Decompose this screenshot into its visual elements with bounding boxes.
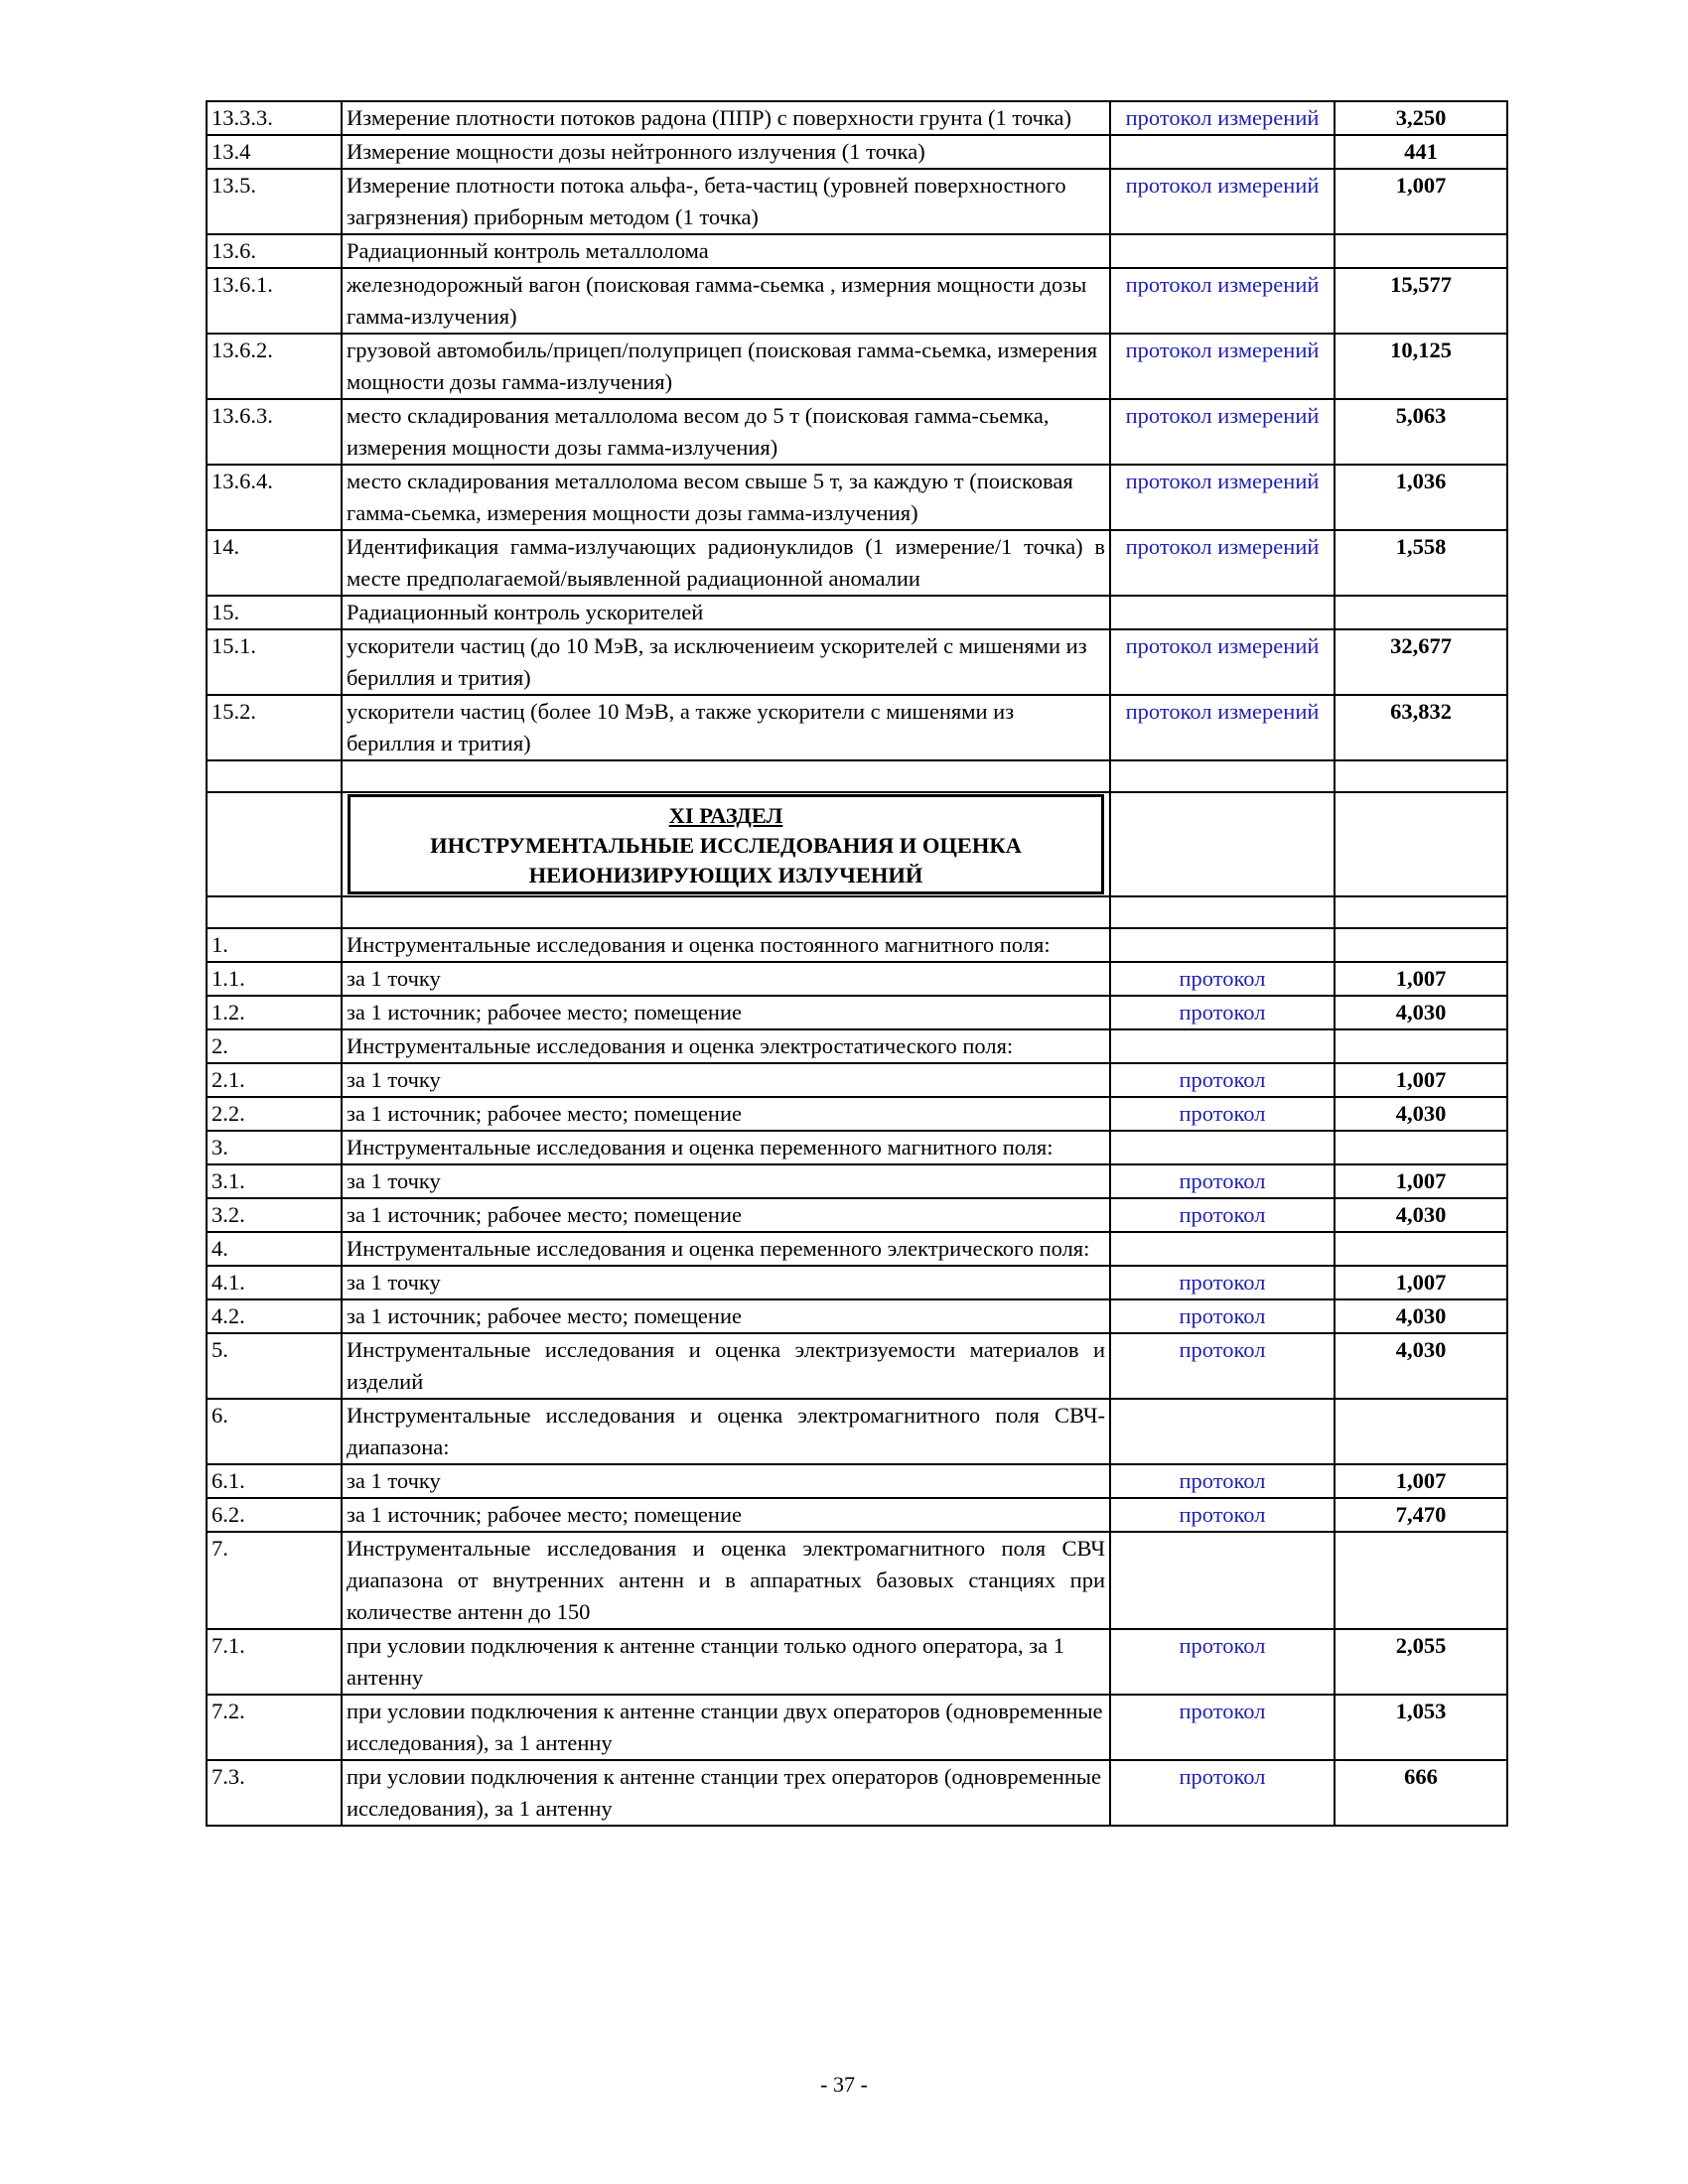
row-description: за 1 источник; рабочее место; помещение (342, 1097, 1110, 1131)
table-row (207, 1198, 1507, 1232)
table-row (207, 465, 1507, 530)
row-price (1335, 1131, 1507, 1164)
row-price: 32,677 (1335, 629, 1507, 695)
empty-cell (1110, 896, 1335, 928)
row-description: место складирования металлолома весом до 5 т (поисковая гамма-сьемка, измерения мощности дозы гамма-излучения) (342, 399, 1110, 465)
table-row (207, 1695, 1507, 1760)
row-number: 13.6.2. (207, 334, 342, 399)
row-description: при условии подключения к антенне станции двух операторов (одновременные исследования), за 1 антенну (342, 1695, 1110, 1760)
row-document-type: протокол измерений (1110, 399, 1335, 465)
row-document-type: протокол (1110, 1097, 1335, 1131)
row-number: 3.2. (207, 1198, 342, 1232)
row-document-type: протокол измерений (1110, 169, 1335, 234)
table-row (207, 1266, 1507, 1299)
row-number: 15.2. (207, 695, 342, 760)
row-description: железнодорожный вагон (поисковая гамма-сьемка , измерния мощности дозы гамма-излучения) (342, 268, 1110, 334)
row-description: ускорители частиц (до 10 МэВ, за исключениеим ускорителей с мишенями из бериллия и трития) (342, 629, 1110, 695)
row-price (1335, 234, 1507, 268)
row-document-type: протокол измерений (1110, 530, 1335, 596)
row-price: 1,007 (1335, 169, 1507, 234)
row-description: Инструментальные исследования и оценка переменного магнитного поля: (342, 1131, 1110, 1164)
row-description: грузовой автомобиль/прицеп/полуприцеп (поисковая гамма-сьемка, измерения мощности дозы гамма-излучения) (342, 334, 1110, 399)
row-document-type (1110, 1232, 1335, 1266)
table-row (207, 629, 1507, 695)
row-price (1335, 1532, 1507, 1629)
row-price: 4,030 (1335, 1198, 1507, 1232)
row-description: Инструментальные исследования и оценка электромагнитного поля СВЧ диапазона от внутренних антенн и в аппаратных базовых станциях при количестве антенн до 150 (342, 1532, 1110, 1629)
row-number: 7. (207, 1532, 342, 1629)
table-row (207, 1097, 1507, 1131)
row-document-type: протокол измерений (1110, 629, 1335, 695)
section-title: XI РАЗДЕЛ (668, 803, 783, 828)
row-price: 1,558 (1335, 530, 1507, 596)
table-row (207, 399, 1507, 465)
row-price: 1,007 (1335, 1164, 1507, 1198)
row-price: 1,007 (1335, 962, 1507, 996)
table-row (207, 1760, 1507, 1826)
table-row (207, 1532, 1507, 1629)
row-document-type (1110, 1399, 1335, 1464)
row-number: 15.1. (207, 629, 342, 695)
row-document-type (1110, 1131, 1335, 1164)
table-row (207, 1029, 1507, 1063)
row-number: 4.1. (207, 1266, 342, 1299)
row-number: 7.3. (207, 1760, 342, 1826)
row-price (1335, 1232, 1507, 1266)
page-number: - 37 - (820, 2072, 868, 2097)
row-description: Идентификация гамма-излучающих радионуклидов (1 измерение/1 точка) в месте предполагаемой/выявленной радиационной аномалии (342, 530, 1110, 596)
row-description: Измерение плотности потоков радона (ППР) с поверхности грунта (1 точка) (342, 101, 1110, 135)
table-row (207, 996, 1507, 1029)
row-document-type: протокол (1110, 1164, 1335, 1198)
row-description: за 1 точку (342, 1063, 1110, 1097)
empty-cell (1335, 896, 1507, 928)
row-document-type: протокол (1110, 1464, 1335, 1498)
row-price (1335, 928, 1507, 962)
table-row (207, 334, 1507, 399)
row-number: 13.6.3. (207, 399, 342, 465)
table-row (207, 1333, 1507, 1399)
row-document-type: протокол измерений (1110, 334, 1335, 399)
row-document-type: протокол (1110, 1760, 1335, 1826)
section-subtitle: ИНСТРУМЕНТАЛЬНЫЕ ИССЛЕДОВАНИЯ И ОЦЕНКА НЕИОНИЗИРУЮЩИХ ИЗЛУЧЕНИЙ (430, 833, 1022, 887)
empty-row (207, 760, 1507, 792)
table-row (207, 1299, 1507, 1333)
row-number: 1.1. (207, 962, 342, 996)
table-row (207, 1498, 1507, 1532)
row-description: при условии подключения к антенне станции только одного оператора, за 1 антенну (342, 1629, 1110, 1695)
row-price: 10,125 (1335, 334, 1507, 399)
table-row (207, 596, 1507, 629)
row-document-type (1110, 596, 1335, 629)
table-row (207, 695, 1507, 760)
table-row (207, 135, 1507, 169)
row-number: 13.6.1. (207, 268, 342, 334)
row-number: 13.6.4. (207, 465, 342, 530)
row-number: 13.3.3. (207, 101, 342, 135)
table-row (207, 530, 1507, 596)
price-table (206, 100, 1508, 1827)
row-description: Инструментальные исследования и оценка электромагнитного поля СВЧ-диапазона: (342, 1399, 1110, 1464)
row-number: 5. (207, 1333, 342, 1399)
row-description: Инструментальные исследования и оценка переменного электрического поля: (342, 1232, 1110, 1266)
row-document-type (1110, 1532, 1335, 1629)
row-price: 4,030 (1335, 996, 1507, 1029)
empty-cell (207, 896, 342, 928)
row-description: при условии подключения к антенне станции трех операторов (одновременные исследования), за 1 антенну (342, 1760, 1110, 1826)
section-header-box (348, 794, 1104, 894)
row-number: 3. (207, 1131, 342, 1164)
table-row (207, 1399, 1507, 1464)
row-price: 63,832 (1335, 695, 1507, 760)
row-price: 5,063 (1335, 399, 1507, 465)
row-description: Радиационный контроль металлолома (342, 234, 1110, 268)
table-row (207, 101, 1507, 135)
row-description: место складирования металлолома весом свыше 5 т, за каждую т (поисковая гамма-сьемка, измерения мощности дозы гамма-излучения) (342, 465, 1110, 530)
row-document-type: протокол (1110, 1063, 1335, 1097)
row-document-type: протокол измерений (1110, 101, 1335, 135)
row-price: 4,030 (1335, 1097, 1507, 1131)
row-number: 2.2. (207, 1097, 342, 1131)
table-row (207, 962, 1507, 996)
empty-row (207, 896, 1507, 928)
row-number: 4.2. (207, 1299, 342, 1333)
row-description: Инструментальные исследования и оценка электростатического поля: (342, 1029, 1110, 1063)
row-price (1335, 1029, 1507, 1063)
row-document-type: протокол (1110, 1498, 1335, 1532)
empty-cell (1110, 760, 1335, 792)
row-price (1335, 1399, 1507, 1464)
row-number: 13.5. (207, 169, 342, 234)
row-number: 4. (207, 1232, 342, 1266)
row-document-type: протокол (1110, 1266, 1335, 1299)
row-price (1335, 596, 1507, 629)
empty-cell (1110, 792, 1335, 896)
empty-cell (1335, 792, 1507, 896)
row-document-type (1110, 234, 1335, 268)
empty-cell (207, 760, 342, 792)
price-table-body (207, 101, 1507, 1826)
section-header-cell (342, 792, 1110, 896)
row-description: Инструментальные исследования и оценка электризуемости материалов и изделий (342, 1333, 1110, 1399)
row-document-type: протокол (1110, 962, 1335, 996)
row-price: 2,055 (1335, 1629, 1507, 1695)
row-document-type: протокол (1110, 1333, 1335, 1399)
row-description: ускорители частиц (более 10 МэВ, а также ускорители с мишенями из бериллия и трития) (342, 695, 1110, 760)
empty-cell (1335, 760, 1507, 792)
empty-cell (207, 792, 342, 896)
row-description: за 1 точку (342, 962, 1110, 996)
row-price: 4,030 (1335, 1333, 1507, 1399)
row-document-type (1110, 928, 1335, 962)
row-document-type (1110, 135, 1335, 169)
row-price: 4,030 (1335, 1299, 1507, 1333)
row-price: 3,250 (1335, 101, 1507, 135)
row-number: 15. (207, 596, 342, 629)
table-row (207, 1131, 1507, 1164)
table-row (207, 169, 1507, 234)
row-number: 2. (207, 1029, 342, 1063)
row-document-type: протокол (1110, 1695, 1335, 1760)
row-price: 1,007 (1335, 1266, 1507, 1299)
row-description: за 1 источник; рабочее место; помещение (342, 1498, 1110, 1532)
table-row (207, 1063, 1507, 1097)
row-description: Измерение мощности дозы нейтронного излучения (1 точка) (342, 135, 1110, 169)
empty-cell (342, 896, 1110, 928)
table-row (207, 1629, 1507, 1695)
row-description: Радиационный контроль ускорителей (342, 596, 1110, 629)
row-document-type: протокол (1110, 996, 1335, 1029)
row-description: за 1 точку (342, 1164, 1110, 1198)
table-row (207, 234, 1507, 268)
row-description: Инструментальные исследования и оценка постоянного магнитного поля: (342, 928, 1110, 962)
row-price: 1,036 (1335, 465, 1507, 530)
row-number: 1.2. (207, 996, 342, 1029)
row-document-type: протокол измерений (1110, 465, 1335, 530)
table-row (207, 1232, 1507, 1266)
row-document-type: протокол (1110, 1299, 1335, 1333)
row-price: 1,053 (1335, 1695, 1507, 1760)
section-header-row (207, 792, 1507, 896)
row-description: Измерение плотности потока альфа-, бета-частиц (уровней поверхностного загрязнения) приборным методом (1 точка) (342, 169, 1110, 234)
row-document-type: протокол измерений (1110, 268, 1335, 334)
row-number: 3.1. (207, 1164, 342, 1198)
row-price: 666 (1335, 1760, 1507, 1826)
row-number: 14. (207, 530, 342, 596)
row-price: 7,470 (1335, 1498, 1507, 1532)
row-number: 7.2. (207, 1695, 342, 1760)
row-price: 1,007 (1335, 1063, 1507, 1097)
table-row (207, 1164, 1507, 1198)
row-description: за 1 источник; рабочее место; помещение (342, 996, 1110, 1029)
row-price: 15,577 (1335, 268, 1507, 334)
table-row (207, 928, 1507, 962)
row-number: 2.1. (207, 1063, 342, 1097)
row-description: за 1 источник; рабочее место; помещение (342, 1299, 1110, 1333)
row-number: 13.6. (207, 234, 342, 268)
row-number: 1. (207, 928, 342, 962)
row-description: за 1 точку (342, 1464, 1110, 1498)
row-document-type (1110, 1029, 1335, 1063)
empty-cell (342, 760, 1110, 792)
row-number: 6.2. (207, 1498, 342, 1532)
row-description: за 1 источник; рабочее место; помещение (342, 1198, 1110, 1232)
row-number: 6. (207, 1399, 342, 1464)
row-document-type: протокол (1110, 1629, 1335, 1695)
row-number: 6.1. (207, 1464, 342, 1498)
row-description: за 1 точку (342, 1266, 1110, 1299)
row-document-type: протокол (1110, 1198, 1335, 1232)
row-price: 441 (1335, 135, 1507, 169)
row-number: 7.1. (207, 1629, 342, 1695)
row-document-type: протокол измерений (1110, 695, 1335, 760)
table-row (207, 268, 1507, 334)
table-row (207, 1464, 1507, 1498)
row-price: 1,007 (1335, 1464, 1507, 1498)
row-number: 13.4 (207, 135, 342, 169)
